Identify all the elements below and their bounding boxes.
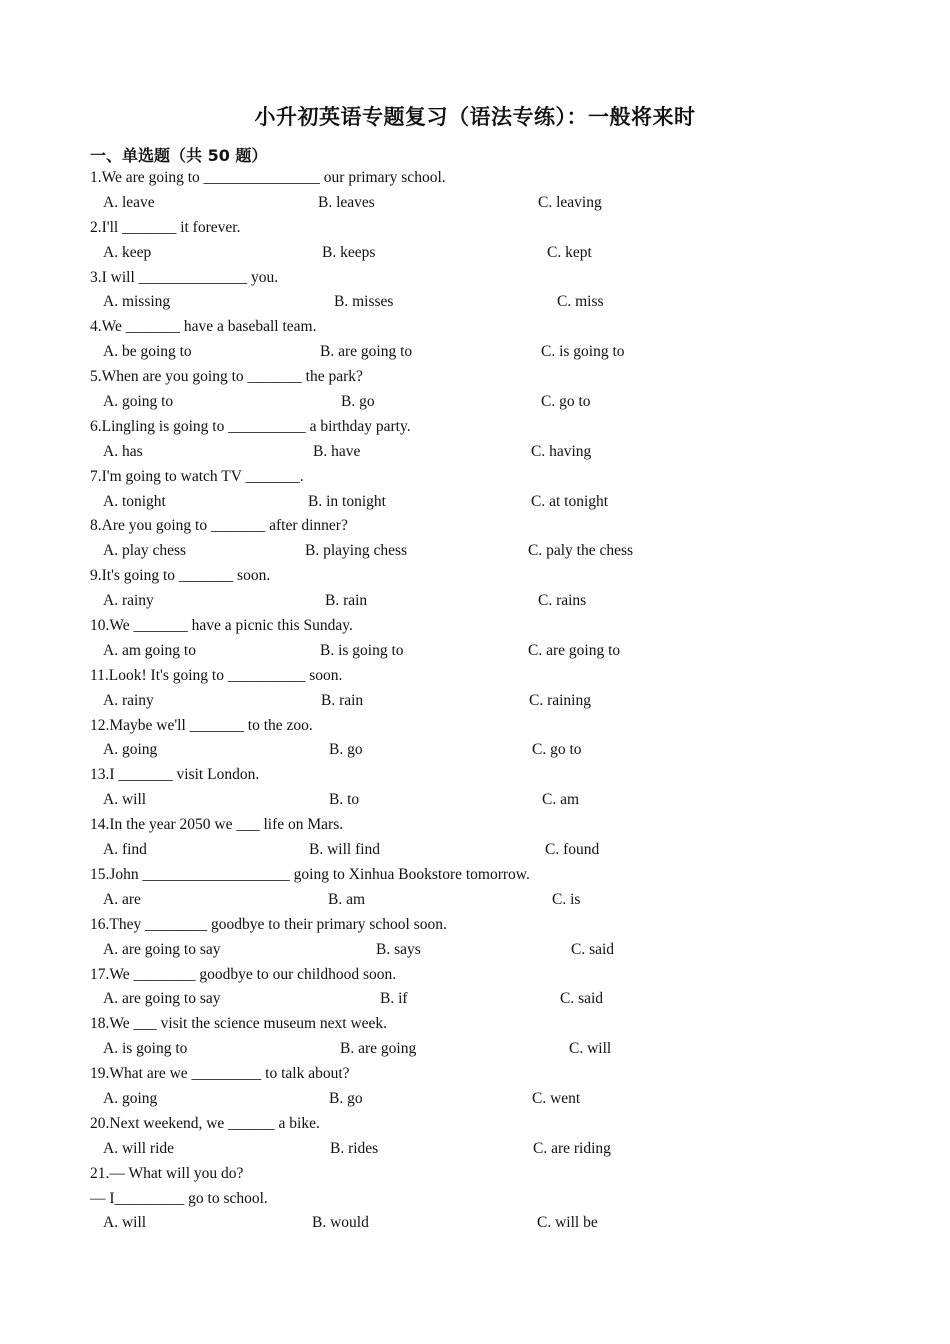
- question-stem: 5.When are you going to _______ the park?: [90, 368, 363, 386]
- question-stem: 21.— What will you do?: [90, 1164, 244, 1182]
- option-c: C. kept: [547, 243, 592, 261]
- options-row: [90, 1137, 870, 1162]
- question-item: [90, 465, 870, 515]
- option-c: C. went: [532, 1089, 581, 1107]
- option-b: B. keeps: [322, 243, 376, 261]
- options-row: [90, 191, 870, 216]
- options-row: [90, 440, 870, 465]
- question-stem: 11.Look! It's going to __________ soon.: [90, 666, 343, 684]
- options-row: [90, 987, 870, 1012]
- option-b: B. is going to: [320, 641, 404, 659]
- option-c: C. having: [531, 442, 592, 460]
- question-item: [90, 166, 870, 216]
- question-item: [90, 763, 870, 813]
- option-b: B. playing chess: [305, 542, 408, 560]
- option-c: C. is: [552, 890, 581, 908]
- option-c: C. said: [560, 990, 604, 1008]
- section-heading: 一、单选题（共 50 题）: [90, 146, 268, 165]
- option-a: A. keep: [103, 243, 152, 261]
- question-stem: 3.I will ______________ you.: [90, 268, 279, 286]
- option-a: A. play chess: [103, 542, 187, 560]
- question-stem: 16.They ________ goodbye to their primary school soon.: [90, 915, 447, 933]
- option-c: C. paly the chess: [528, 542, 634, 560]
- option-b: B. go: [329, 1089, 363, 1107]
- question-item: [90, 365, 870, 415]
- question-item: [90, 1162, 870, 1237]
- question-item: [90, 315, 870, 365]
- question-item: [90, 266, 870, 316]
- option-b: B. says: [376, 940, 421, 958]
- option-a: A. tonight: [103, 492, 166, 510]
- option-c: C. miss: [557, 293, 604, 311]
- question-item: [90, 863, 870, 913]
- question-item: [90, 1112, 870, 1162]
- option-a: A. going: [103, 1089, 158, 1107]
- option-a: A. are going to say: [103, 940, 221, 958]
- question-item: [90, 813, 870, 863]
- option-b: B. would: [312, 1214, 369, 1232]
- question-stem: 1.We are going to _______________ our primary school.: [90, 169, 446, 186]
- question-item: [90, 913, 870, 963]
- question-item: [90, 714, 870, 764]
- option-b: B. to: [329, 791, 360, 809]
- options-row: [90, 738, 870, 763]
- option-b: B. rides: [330, 1139, 379, 1157]
- options-row: [90, 888, 870, 913]
- option-c: C. am: [542, 791, 580, 809]
- option-b: B. go: [329, 741, 363, 759]
- question-stem: 15.John ___________________ going to Xinhua Bookstore tomorrow.: [90, 865, 530, 883]
- options-row: [90, 1211, 870, 1236]
- option-a: A. going: [103, 741, 158, 759]
- option-a: A. going to: [103, 393, 174, 411]
- option-a: A. am going to: [103, 641, 196, 659]
- options-row: [90, 1087, 870, 1112]
- question-stem: 8.Are you going to _______ after dinner?: [90, 517, 348, 535]
- option-a: A. be going to: [103, 343, 192, 361]
- option-a: A. will: [103, 791, 147, 809]
- question-item: [90, 216, 870, 266]
- question-stem: 19.What are we _________ to talk about?: [90, 1065, 350, 1083]
- options-row: [90, 689, 870, 714]
- option-c: C. at tonight: [531, 492, 609, 510]
- options-row: [90, 539, 870, 564]
- question-item: [90, 564, 870, 614]
- options-row: [90, 390, 870, 415]
- option-b: B. if: [380, 990, 408, 1008]
- options-row: [90, 340, 870, 365]
- option-a: A. rainy: [103, 691, 154, 709]
- option-c: C. rains: [538, 592, 587, 610]
- option-a: A. missing: [103, 293, 171, 311]
- question-item: [90, 415, 870, 465]
- option-b: B. will find: [309, 841, 381, 859]
- options-row: [90, 241, 870, 266]
- option-b: B. leaves: [318, 193, 375, 211]
- option-a: A. will ride: [103, 1139, 175, 1157]
- question-stem: 6.Lingling is going to __________ a birthday party.: [90, 417, 411, 435]
- option-a: A. rainy: [103, 592, 154, 610]
- option-c: C. leaving: [538, 193, 602, 211]
- question-stem: 4.We _______ have a baseball team.: [90, 318, 317, 336]
- question-item: [90, 1062, 870, 1112]
- question-item: [90, 664, 870, 714]
- option-a: A. are going to say: [103, 990, 221, 1008]
- question-stem: 14.In the year 2050 we ___ life on Mars.: [90, 816, 344, 834]
- option-a: A. find: [103, 841, 147, 859]
- question-item: [90, 514, 870, 564]
- option-a: A. will: [103, 1214, 147, 1232]
- question-stem: — I_________ go to school.: [90, 1189, 268, 1207]
- question-stem: 20.Next weekend, we ______ a bike.: [90, 1114, 320, 1132]
- option-c: C. found: [545, 841, 600, 859]
- option-b: B. have: [313, 442, 361, 460]
- question-stem: 9.It's going to _______ soon.: [90, 567, 271, 585]
- option-b: B. misses: [334, 293, 394, 311]
- question-item: [90, 963, 870, 1013]
- options-row: [90, 589, 870, 614]
- option-b: B. go: [341, 393, 375, 411]
- options-row: [90, 838, 870, 863]
- question-stem: 12.Maybe we'll _______ to the zoo.: [90, 716, 313, 734]
- option-c: C. are riding: [533, 1139, 611, 1157]
- option-a: A. are: [103, 890, 141, 908]
- options-row: [90, 938, 870, 963]
- option-b: B. are going: [340, 1040, 417, 1058]
- question-stem: 18.We ___ visit the science museum next week.: [90, 1015, 388, 1033]
- option-c: C. go to: [541, 393, 591, 411]
- options-row: [90, 490, 870, 515]
- option-c: C. said: [571, 940, 615, 958]
- option-a: A. is going to: [103, 1040, 188, 1058]
- options-row: [90, 290, 870, 315]
- option-b: B. rain: [325, 592, 368, 610]
- option-b: B. am: [328, 890, 366, 908]
- option-c: C. will: [569, 1040, 612, 1058]
- question-stem: 10.We _______ have a picnic this Sunday.: [90, 617, 353, 635]
- option-b: B. are going to: [320, 343, 413, 361]
- question-item: [90, 1012, 870, 1062]
- options-row: [90, 788, 870, 813]
- page-title: 小升初英语专题复习（语法专练）：一般将来时: [254, 105, 696, 129]
- option-c: C. go to: [532, 741, 582, 759]
- question-stem: 17.We ________ goodbye to our childhood soon.: [90, 965, 397, 983]
- options-row: [90, 1037, 870, 1062]
- question-stem: 2.I'll _______ it forever.: [90, 218, 241, 236]
- question-list: [90, 166, 870, 1236]
- option-c: C. are going to: [528, 641, 621, 659]
- question-stem: 13.I _______ visit London.: [90, 766, 260, 784]
- option-c: C. raining: [529, 691, 591, 709]
- question-stem: 7.I'm going to watch TV _______.: [90, 467, 304, 485]
- option-b: B. rain: [321, 691, 364, 709]
- option-c: C. will be: [537, 1214, 598, 1232]
- options-row: [90, 639, 870, 664]
- option-a: A. has: [103, 442, 143, 460]
- option-a: A. leave: [103, 193, 155, 211]
- question-item: [90, 614, 870, 664]
- option-c: C. is going to: [541, 343, 625, 361]
- option-b: B. in tonight: [308, 492, 386, 510]
